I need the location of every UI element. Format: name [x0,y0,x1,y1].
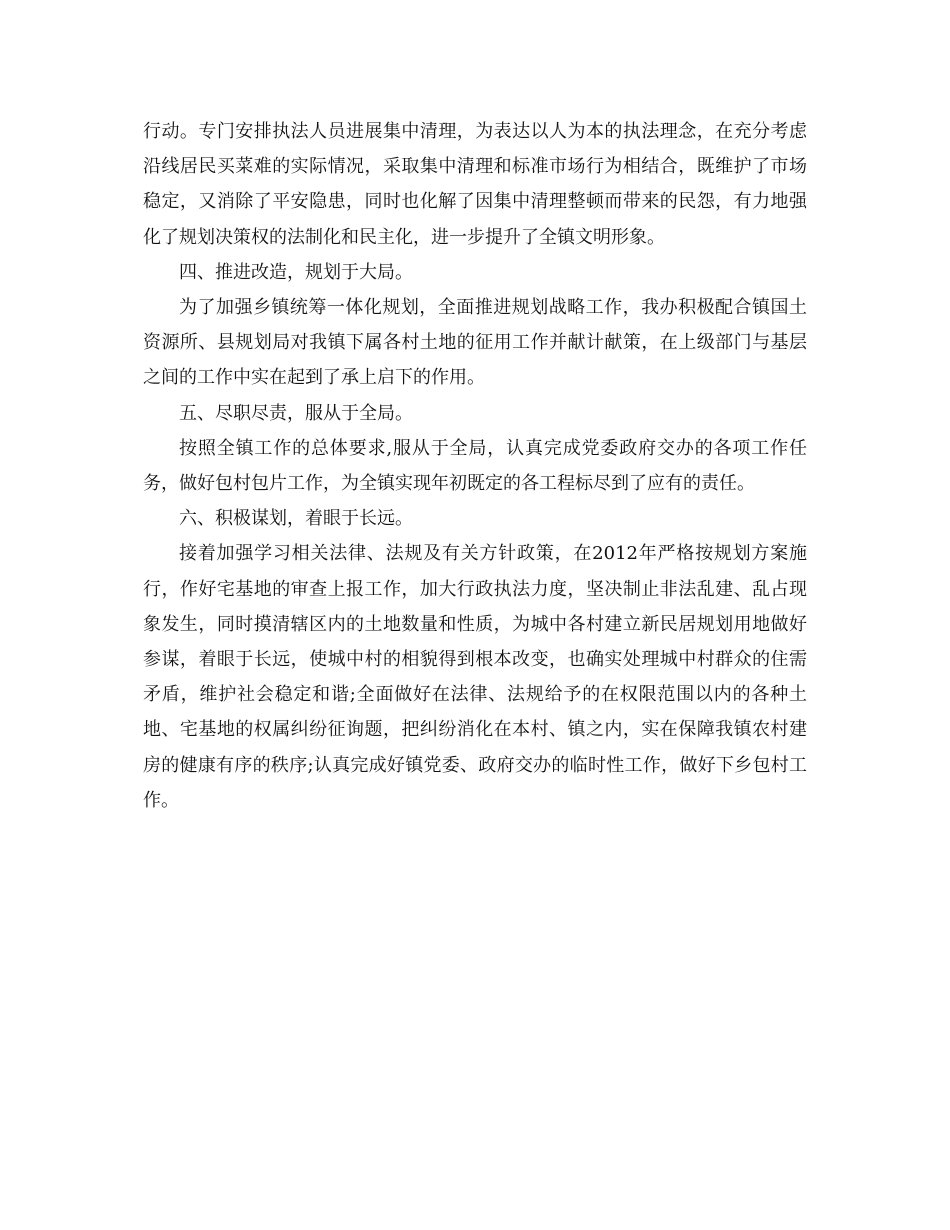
section-heading-6: 六、积极谋划，着眼于长远。 [179,508,413,530]
section-heading-5: 五、尽职尽责，服从于全局。 [179,402,413,424]
paragraph-long-term: 接着加强学习相关法律、法规及有关方针政策，在2012年严格按规划方案施行，作好宅基地的审查上报工作，加大行政执法力度，坚决制止非法乱建、乱占现象发生，同时摸清辖区内的土地数量和性质，为城中各村建立新民居规划用地做好参谋，着眼于长远，使城中村的相貌得到根本改变，也确实处理城中村群众的住需矛盾，维护社会稳定和谐;全面做好在法律、法规给予的在权限范围以内的各种土地、宅基地的权属纠纷征询题，把纠纷消化在本村、镇之内，实在保障我镇农村建房的健康有序的秩序;认真完成好镇党委、政府交办的临时性工作，做好下乡包村工作。 [143,543,807,811]
paragraph-duty: 按照全镇工作的总体要求,服从于全局，认真完成党委政府交办的各项工作任务，做好包村包片工作，为全镇实现年初既定的各工程标尽到了应有的责任。 [143,437,807,495]
section-heading-4: 四、推进改造，规划于大局。 [179,261,413,283]
paragraph-planning: 为了加强乡镇统筹一体化规划，全面推进规划战略工作，我办积极配合镇国土资源所、县规划局对我镇下属各村土地的征用工作并献计献策，在上级部门与基层之间的工作中实在起到了承上启下的作用。 [143,297,807,389]
document-body [143,114,807,818]
paragraph-continuation: 行动。专门安排执法人员进展集中清理，为表达以人为本的执法理念，在充分考虑沿线居民买菜难的实际情况，采取集中清理和标准市场行为相结合，既维护了市场稳定，又消除了平安隐患，同时也化解了因集中清理整顿而带来的民怨，有力地强化了规划决策权的法制化和民主化，进一步提升了全镇文明形象。 [143,121,807,248]
